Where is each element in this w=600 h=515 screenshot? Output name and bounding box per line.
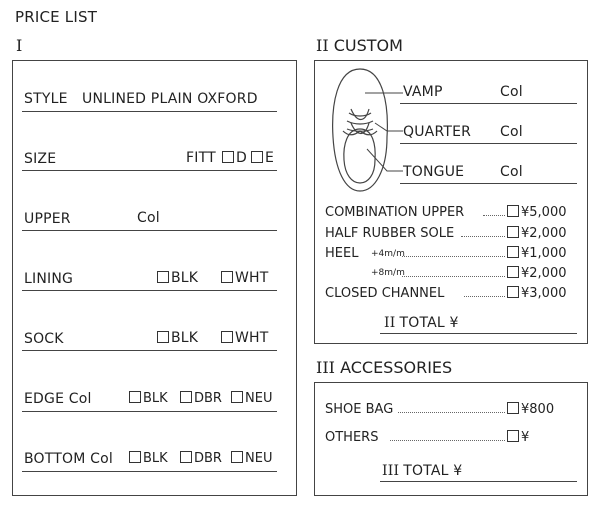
heel-4mm-price[interactable]: ¥1,000	[507, 246, 567, 261]
size-option-e[interactable]: E	[251, 150, 274, 166]
checkbox-icon[interactable]	[221, 271, 233, 283]
checkbox-icon[interactable]	[180, 451, 192, 463]
checkbox-icon[interactable]	[507, 430, 519, 442]
lining-option-blk[interactable]: BLK	[157, 270, 198, 286]
checkbox-icon[interactable]	[180, 391, 192, 403]
tongue-underline	[400, 183, 577, 184]
style-value: UNLINED PLAIN OXFORD	[82, 91, 258, 107]
bottom-col-underline	[22, 471, 277, 472]
vamp-underline	[400, 103, 577, 104]
edge-col-underline	[22, 411, 277, 412]
closed-channel-label: CLOSED CHANNEL	[325, 286, 445, 301]
upper-col: Col	[137, 210, 160, 226]
combination-upper-label: COMBINATION UPPER	[325, 205, 465, 220]
closed-channel-price[interactable]: ¥3,000	[507, 286, 567, 301]
lining-option-wht[interactable]: WHT	[221, 270, 269, 286]
leader-dots	[402, 276, 505, 277]
section-2-total-numeral: II	[384, 315, 396, 331]
bottom-option-blk[interactable]: BLK	[129, 451, 168, 466]
section-3-total	[382, 463, 462, 479]
sock-label: SOCK	[24, 331, 64, 347]
section-2-heading	[316, 36, 403, 55]
section-2-total-label: TOTAL ¥	[399, 315, 459, 331]
quarter-underline	[400, 143, 577, 144]
sock-option-blk[interactable]: BLK	[157, 330, 198, 346]
leader-dots	[461, 236, 505, 237]
fitt-label: FITT	[186, 150, 216, 166]
edge-option-blk[interactable]: BLK	[129, 391, 168, 406]
section-3-heading	[316, 358, 452, 377]
section-3-total-numeral: III	[382, 463, 400, 479]
page-title: PRICE LIST	[15, 8, 98, 26]
checkbox-icon[interactable]	[507, 402, 519, 414]
vamp-col: Col	[500, 84, 523, 100]
checkbox-icon[interactable]	[157, 331, 169, 343]
bottom-option-dbr[interactable]: DBR	[180, 451, 222, 466]
size-option-d[interactable]: D	[222, 150, 247, 166]
size-underline	[22, 170, 277, 171]
leader-dots	[402, 256, 505, 257]
checkbox-icon[interactable]	[507, 246, 519, 258]
bottom-option-neu[interactable]: NEU	[231, 451, 272, 466]
leader-dots	[483, 215, 505, 216]
checkbox-icon[interactable]	[222, 151, 234, 163]
section-2-total-underline	[380, 333, 577, 334]
leader-dots	[390, 440, 505, 441]
shoe-bag-price[interactable]: ¥800	[507, 402, 554, 417]
upper-underline	[22, 230, 277, 231]
style-label: STYLE	[24, 91, 68, 107]
section-2-numeral: II	[316, 36, 329, 55]
tongue-label: TONGUE	[403, 164, 465, 180]
checkbox-icon[interactable]	[251, 151, 263, 163]
checkbox-icon[interactable]	[507, 205, 519, 217]
upper-label: UPPER	[24, 211, 71, 227]
heel-4mm-label: +4m/m	[371, 249, 405, 259]
quarter-label: QUARTER	[403, 124, 472, 140]
section-3-numeral: III	[316, 358, 335, 377]
checkbox-icon[interactable]	[507, 286, 519, 298]
leader-dots	[464, 296, 505, 297]
checkbox-icon[interactable]	[507, 226, 519, 238]
checkbox-icon[interactable]	[221, 331, 233, 343]
checkbox-icon[interactable]	[231, 391, 243, 403]
checkbox-icon[interactable]	[129, 391, 141, 403]
leader-lines	[325, 65, 405, 185]
heel-label: HEEL	[325, 246, 359, 261]
edge-col-label: EDGE Col	[24, 391, 92, 407]
edge-option-dbr[interactable]: DBR	[180, 391, 222, 406]
sock-option-wht[interactable]: WHT	[221, 330, 269, 346]
heel-8mm-price[interactable]: ¥2,000	[507, 266, 567, 281]
quarter-col: Col	[500, 124, 523, 140]
section-3-total-label: TOTAL ¥	[403, 463, 463, 479]
half-rubber-sole-label: HALF RUBBER SOLE	[325, 226, 455, 241]
leader-dots	[398, 412, 505, 413]
checkbox-icon[interactable]	[129, 451, 141, 463]
heel-8mm-label: +8m/m	[371, 268, 405, 278]
lining-label: LINING	[24, 271, 74, 287]
checkbox-icon[interactable]	[157, 271, 169, 283]
section-3-title: ACCESSORIES	[340, 358, 453, 377]
lining-underline	[22, 290, 277, 291]
size-label: SIZE	[24, 151, 57, 167]
shoe-bag-label: SHOE BAG	[325, 402, 394, 417]
sock-underline	[22, 350, 277, 351]
section-1-numeral: I	[16, 36, 23, 55]
tongue-col: Col	[500, 164, 523, 180]
section-2-title: CUSTOM	[333, 36, 403, 55]
others-price[interactable]: ¥	[507, 430, 529, 445]
edge-option-neu[interactable]: NEU	[231, 391, 272, 406]
section-2-total	[384, 315, 459, 331]
bottom-col-label: BOTTOM Col	[24, 451, 114, 467]
checkbox-icon[interactable]	[507, 266, 519, 278]
combination-upper-price[interactable]: ¥5,000	[507, 205, 567, 220]
vamp-label: VAMP	[403, 84, 443, 100]
style-underline	[22, 111, 277, 112]
half-rubber-sole-price[interactable]: ¥2,000	[507, 226, 567, 241]
checkbox-icon[interactable]	[231, 451, 243, 463]
others-label: OTHERS	[325, 430, 379, 445]
section-3-total-underline	[380, 481, 577, 482]
